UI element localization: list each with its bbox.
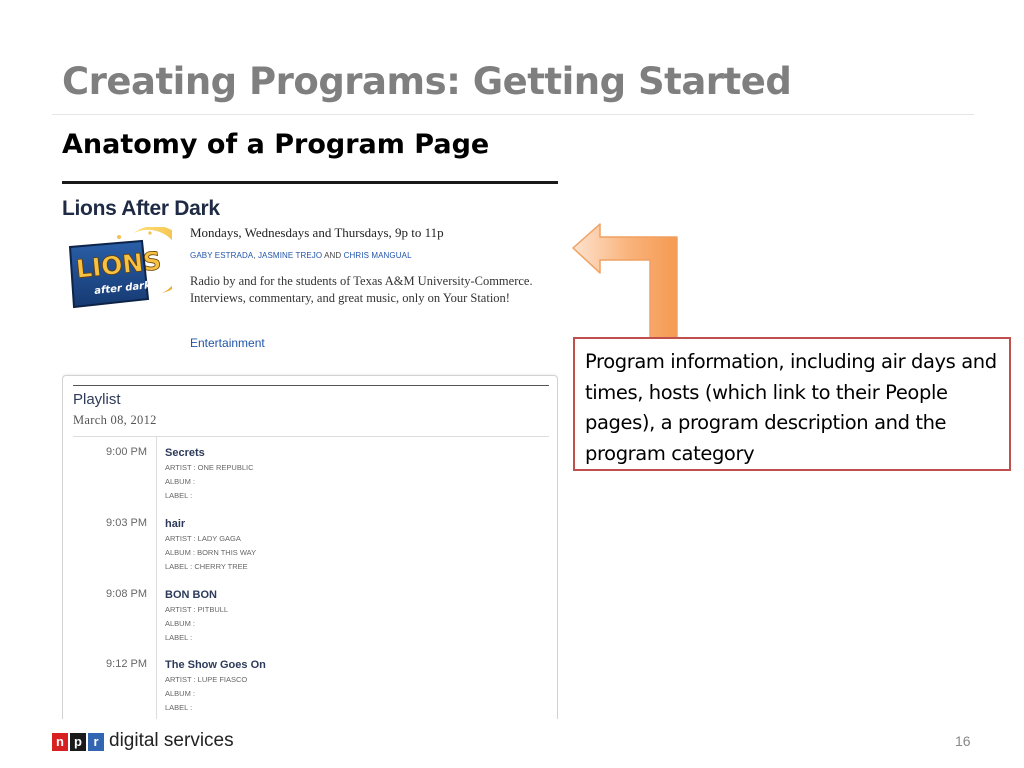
playlist-date: March 08, 2012 <box>73 413 157 427</box>
playlist-title: Playlist <box>73 391 121 408</box>
npr-logo-r: r <box>88 733 104 751</box>
curved-arrow-icon <box>570 222 682 342</box>
track-album: ALBUM : BORN THIS WAY <box>165 548 257 557</box>
track-song: BON BON <box>165 589 217 601</box>
page-number: 16 <box>955 733 971 749</box>
track-song: hair <box>165 518 186 530</box>
track-song: Secrets <box>165 447 205 459</box>
program-page-screenshot <box>62 181 558 719</box>
track-album: ALBUM : <box>165 619 196 628</box>
npr-logo-p: p <box>70 733 86 751</box>
slide-title: Creating Programs: Getting Started <box>62 60 792 103</box>
track-album: ALBUM : <box>165 477 196 486</box>
lions-after-dark-logo-icon <box>64 227 172 315</box>
track-label: LABEL : <box>165 633 193 642</box>
callout-text: Program information, including air days and times, hosts (which link to their People pages), a program description and the program category <box>585 350 997 465</box>
track-artist: ARTIST : LUPE FIASCO <box>165 675 248 684</box>
screenshot-top-rule <box>62 181 558 184</box>
track-time: 9:08 PM <box>106 588 147 600</box>
title-divider <box>52 114 974 115</box>
host-link[interactable]: JASMINE TREJO <box>257 251 323 260</box>
playlist-track <box>73 517 543 583</box>
host-link[interactable]: CHRIS MANGUAL <box>343 251 412 260</box>
track-artist: ARTIST : PITBULL <box>165 605 229 614</box>
playlist-date-divider <box>73 436 549 437</box>
host-separator: , <box>253 251 258 260</box>
program-description: Radio by and for the students of Texas A&M University-Commerce. Interviews, commentary, and great music, only on Your Station! <box>190 274 533 305</box>
track-label: LABEL : <box>165 491 193 500</box>
program-hosts <box>190 251 412 260</box>
track-label: LABEL : <box>165 703 193 712</box>
program-schedule: Mondays, Wednesdays and Thursdays, 9p to 11p <box>190 225 444 240</box>
track-time: 9:03 PM <box>106 517 147 529</box>
track-label: LABEL : CHERRY TREE <box>165 562 248 571</box>
npr-logo <box>52 733 104 751</box>
track-artist: ARTIST : LADY GAGA <box>165 534 241 543</box>
program-name[interactable]: Lions After Dark <box>62 197 220 220</box>
host-link[interactable]: GABY ESTRADA <box>190 251 254 260</box>
playlist-top-rule <box>73 385 549 386</box>
track-song: The Show Goes On <box>165 659 266 671</box>
playlist-track <box>73 446 543 512</box>
slide-subtitle: Anatomy of a Program Page <box>62 129 490 160</box>
logo-text-sub: after dark <box>93 280 152 297</box>
track-time: 9:00 PM <box>106 446 147 458</box>
npr-logo-n: n <box>52 733 68 751</box>
logo-text-main: LIONS <box>74 246 163 284</box>
track-time: 9:12 PM <box>106 658 147 670</box>
track-artist: ARTIST : ONE REPUBLIC <box>165 463 254 472</box>
playlist-track <box>73 588 543 654</box>
track-album: ALBUM : <box>165 689 196 698</box>
playlist-track <box>73 658 543 719</box>
host-separator: AND <box>322 251 344 260</box>
program-category-link[interactable]: Entertainment <box>190 336 265 350</box>
callout-box <box>573 337 1011 471</box>
footer-brand-text: digital services <box>109 730 234 751</box>
playlist-panel <box>62 375 558 719</box>
